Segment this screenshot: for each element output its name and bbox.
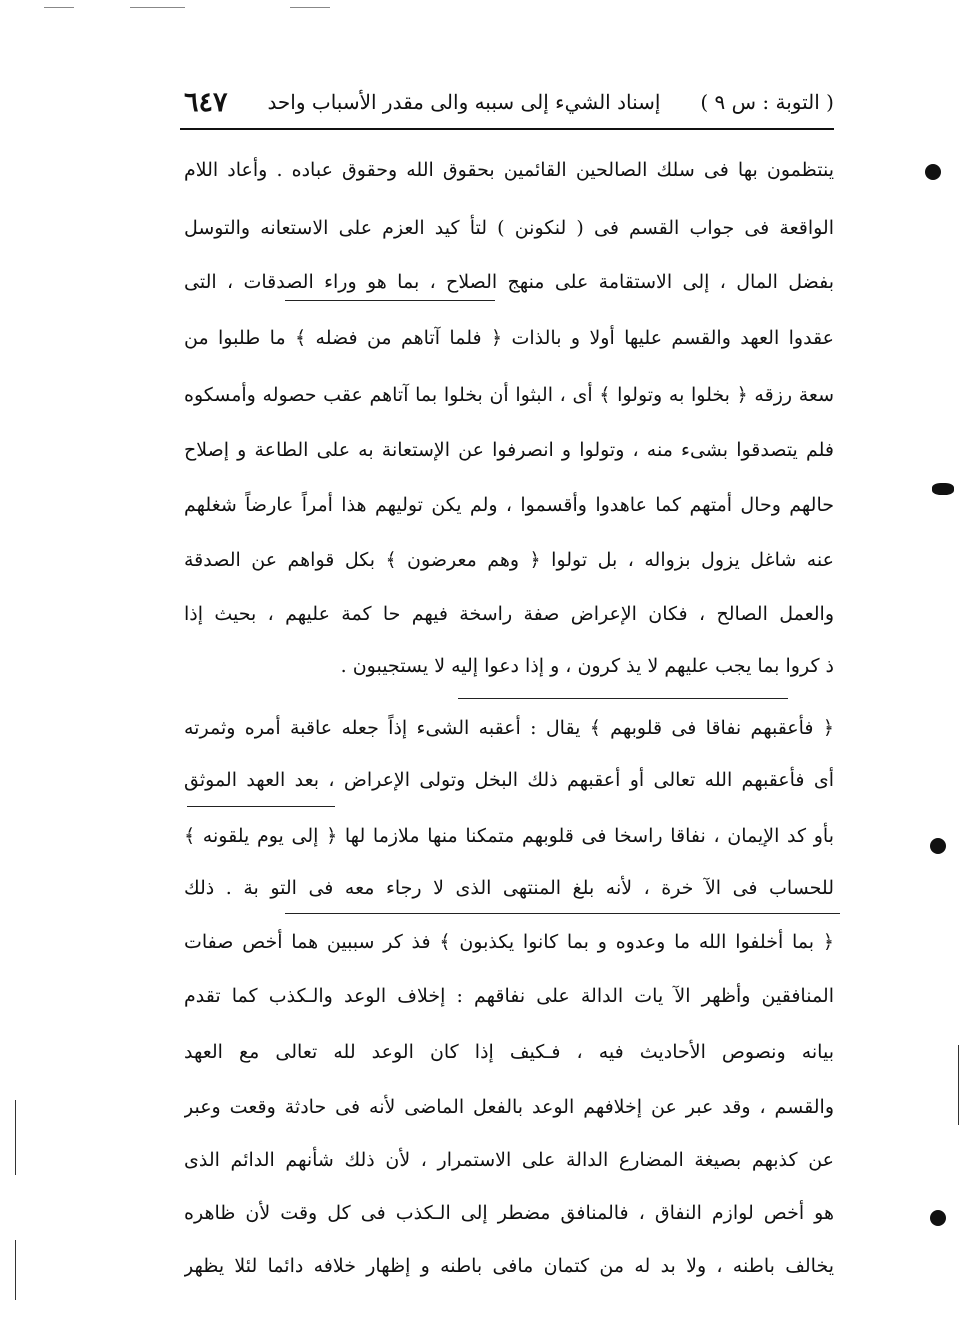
scan-speck — [130, 7, 185, 8]
text-line: بيانه ونصوص الأحاديث فيه ، فـكيف إذا كان الوعد لله تعالى مع العهد — [184, 1041, 834, 1063]
text-line: سعة رزقه ﴿ بخلوا به وتولوا ﴾ أى ، البثوا أن بخلوا بما آتاهم عقب حصوله وأمسكوه — [184, 384, 834, 406]
scan-speck — [290, 7, 330, 8]
text-line: بأو كد الإيمان ، نفاقا راسخا فى قلوبهم متمكنا منها ملازما لها ﴿ إلى يوم يلقونه ﴾ — [184, 825, 834, 847]
text-rule — [285, 913, 840, 914]
text-line: ﴿ فأعقبهم نفاقا فى قلوبهم ﴾ يقال : أعقبه الشىء إذاً جعله عاقبة أمره وثمرته — [184, 717, 834, 739]
text-rule — [285, 300, 495, 301]
text-line: عن كذبهم بصيغة المضارع الدالة على الاستمرار ، لأن ذلك شأنهم الدائم الذى — [184, 1149, 834, 1171]
text-rule — [187, 806, 335, 807]
page-heading: إسناد الشيء إلى سببه والى مقدر الأسباب واحد — [267, 90, 661, 114]
scan-edge-line — [958, 1045, 959, 1125]
section-divider — [458, 698, 788, 699]
margin-mark — [925, 164, 941, 180]
chapter-reference: ( التوبة : س ٩ ) — [700, 90, 834, 114]
scan-speck — [44, 7, 74, 8]
text-line: فلم يتصدقوا بشىء منه ، وتولوا و انصرفوا عن الإستعانة به على الطاعة و إصلاح — [184, 439, 834, 461]
text-line: ينتظمون بها فى سلك الصالحين القائمين بحقوق الله وحقوق عباده . وأعاد اللام — [184, 159, 834, 181]
page-number: ٦٤٧ — [184, 86, 228, 118]
text-line: هو أخص لوازم النفاق ، فالمنافق مضطر إلى الـكذب فى كل وقت لأن ظاهره — [184, 1202, 834, 1224]
text-line: المنافقين وأظهر الآ يات الدالة على نفاقهم : إخلاف الوعد والـكذب كما تقدم — [184, 985, 834, 1007]
text-line: والعمل الصالح ، فكان الإعراض صفة راسخة فيهم حا كمة عليهم ، بحيث إذا — [184, 603, 834, 625]
text-line: أى فأعقبهم الله تعالى أو أعقبهم ذلك البخل وتولى الإعراض ، بعد العهد الموثق — [184, 769, 834, 791]
margin-mark — [930, 838, 946, 854]
header-rule — [180, 128, 834, 130]
text-line: عقدوا العهد والقسم عليها أولا و بالذات ﴿ فلما آتاهم من فضله ﴾ ما طلبوا من — [184, 327, 834, 349]
text-line: الواقعة فى جواب القسم فى ( لنكونن ) لتأ كيد العزم على الاستعانه والتوسل — [184, 217, 834, 239]
scan-edge-line — [15, 1100, 16, 1175]
text-line: عنه شاغل يزول بزواله ، بل تولوا ﴿ وهم معرضون ﴾ بكل قواهم عن الصدقة — [184, 549, 834, 571]
text-line: للحساب فى الآ خرة ، لأنه بلغ المنتهى الذى لا رجاء معه فى التو بة . ذلك — [184, 877, 834, 899]
text-line: ﴿ بما أخلفوا الله ما وعدوه و بما كانوا يكذبون ﴾ فذ كر سببين هما أخص صفات — [184, 931, 834, 953]
text-line: ذ كروا بما يجب عليهم لا يذ كرون ، و إذا دعوا إليه لا يستجيبون . — [340, 655, 834, 677]
scan-edge-line — [15, 1240, 16, 1300]
margin-mark — [932, 483, 954, 495]
text-line: حالهم وحال أمتهم كما عاهدوا وأقسموا ، ولم يكن توليهم هذا أمراً عارضاً شغلهم — [184, 494, 834, 516]
text-line: والقسم ، وقد عبر عن إخلافهم الوعد بالفعل الماضى لأنه فى حادثة وقعت وعبر — [184, 1096, 834, 1118]
margin-mark — [930, 1210, 946, 1226]
running-header — [184, 80, 834, 124]
text-line: بفضل المال ، إلى الاستقامة على منهج الصلاح ، بما هو وراء الصدقات ، التى — [184, 271, 834, 293]
text-line: يخالف باطنه ، ولا بد له من كتمان مافى باطنه و إظهار خلافه دائما لئلا يظهر — [184, 1255, 834, 1277]
